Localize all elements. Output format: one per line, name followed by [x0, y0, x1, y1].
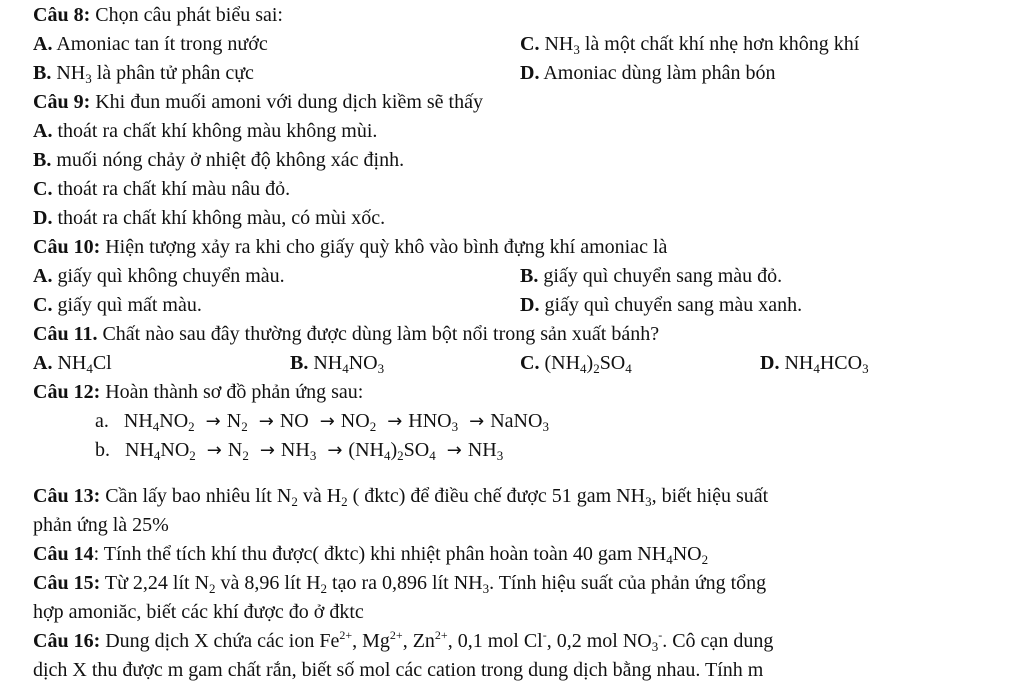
q13-line2: phản ứng là 25% — [33, 514, 169, 536]
arrow-icon: → — [319, 411, 335, 432]
arrow-icon: → — [258, 411, 274, 432]
arrow-icon: → — [387, 411, 403, 432]
q8-option-b: B. $NH_3$ là phân tử phân cực — [33, 62, 254, 86]
q12-scheme-a: a. $NH_4NO_2 \to N_2$ → NO → $NO_2 \to HNO_3$ → NaNO$_3$ — [95, 410, 549, 434]
q8-option-c: C. $NH_3$ là một chất khí nhẹ hơn không khí — [520, 33, 860, 57]
arrow-icon: → — [205, 411, 221, 432]
q8-stem: Câu 8: Chọn câu phát biểu sai: — [33, 4, 283, 26]
q9-option-d: D. thoát ra chất khí không màu, có mùi xốc. — [33, 207, 386, 229]
q12-scheme-b: b. $NH_4NO_2 \to N_2 \to NH_3 \to (NH_4)_2SO_4 \to NH_3$ — [95, 439, 504, 463]
q11-option-b: B. $NH_4NO_3$ — [290, 352, 385, 376]
q10-option-d: D. giấy quì chuyển sang màu xanh. — [520, 294, 803, 316]
q8-option-d: D. Amoniac dùng làm phân bón — [520, 62, 776, 84]
q12-stem: Câu 12: Hoàn thành sơ đồ phản ứng sau: — [33, 381, 364, 403]
q9-option-a: A. thoát ra chất khí không màu không mùi. — [33, 120, 378, 142]
q9-option-b: B. muối nóng chảy ở nhiệt độ không xác định. — [33, 149, 405, 171]
q13-line1: Câu 13: Cần lấy bao nhiêu lít $N_2$ và $H_2$ ( đktc) để điều chế được 51 gam $NH_3$, biết hiệu suất — [33, 485, 769, 509]
arrow-icon: → — [327, 440, 343, 461]
q9-option-c: C. thoát ra chất khí màu nâu đỏ. — [33, 178, 291, 200]
arrow-icon: → — [206, 440, 222, 461]
q11-option-a: A. $NH_4Cl$ — [33, 352, 112, 376]
q11-option-c: C. $(NH_4)_2SO_4$ — [520, 352, 632, 376]
q9-stem: Câu 9: Khi đun muối amoni với dung dịch kiềm sẽ thấy — [33, 91, 483, 113]
q15-line1: Câu 15: Từ 2,24 lít $N_2$ và 8,96 lít $H_2$ tạo ra 0,896 lít $NH_3$. Tính hiệu suất của phản ứng tổng — [33, 572, 767, 596]
arrow-icon: → — [469, 411, 485, 432]
q14-line1: Câu 14: Tính thể tích khí thu được( đktc) khi nhiệt phân hoàn toàn 40 gam $NH_4NO_2$ — [33, 543, 709, 567]
q11-option-d: D. $NH_4HCO_3$ — [760, 352, 869, 376]
q10-option-c: C. giấy quì mất màu. — [33, 294, 202, 316]
q16-line2: dịch X thu được m gam chất rắn, biết số mol các cation trong dung dịch bằng nhau. Tính m — [33, 659, 764, 681]
q8-option-a: A. Amoniac tan ít trong nước — [33, 33, 268, 55]
arrow-icon: → — [446, 440, 462, 461]
q15-line2: hợp amoniăc, biết các khí được đo ở đktc — [33, 601, 364, 623]
q10-stem: Câu 10: Hiện tượng xảy ra khi cho giấy quỳ khô vào bình đựng khí amoniac là — [33, 236, 668, 258]
q10-option-b: B. giấy quì chuyển sang màu đỏ. — [520, 265, 783, 287]
q10-option-a: A. giấy quì không chuyển màu. — [33, 265, 285, 287]
q11-stem: Câu 11. Chất nào sau đây thường được dùng làm bột nổi trong sản xuất bánh? — [33, 323, 660, 345]
arrow-icon: → — [259, 440, 275, 461]
q16-line1: Câu 16: Dung dịch X chứa các ion $Fe^{2+}$, $Mg^{2+}$, $Zn^{2+}$, 0,1 mol Cl-, 0,2 mol $NO_3^-$. Cô cạn dung — [33, 628, 774, 654]
